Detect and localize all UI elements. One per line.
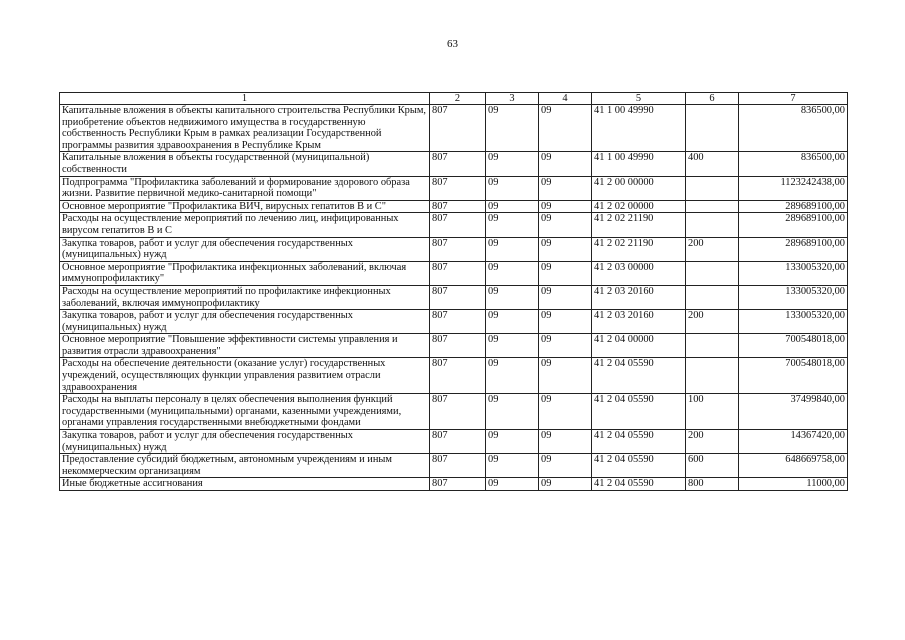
cell-section: 09 — [486, 213, 539, 237]
cell-expense-type: 200 — [686, 237, 739, 261]
cell-expense-type — [686, 358, 739, 394]
cell-target-item: 41 2 03 00000 — [592, 261, 686, 285]
cell-expense-type: 800 — [686, 478, 739, 491]
cell-name: Основное мероприятие "Повышение эффективности системы управления и развития отрасли здравоохранения" — [60, 334, 430, 358]
cell-name: Подпрограмма "Профилактика заболеваний и формирование здорового образа жизни. Развитие первичной медико-санитарной помощи" — [60, 176, 430, 200]
cell-name: Закупка товаров, работ и услуг для обеспечения государственных (муниципальных) нужд — [60, 430, 430, 454]
cell-subsection: 09 — [539, 430, 592, 454]
table-row — [60, 213, 848, 237]
cell-amount: 1123242438,00 — [739, 176, 848, 200]
cell-name: Расходы на осуществление мероприятий по профилактике инфекционных заболеваний, включая иммунопрофилактику — [60, 285, 430, 309]
cell-target-item: 41 2 03 20160 — [592, 285, 686, 309]
cell-subsection: 09 — [539, 358, 592, 394]
cell-code: 807 — [430, 358, 486, 394]
cell-section: 09 — [486, 358, 539, 394]
cell-name: Расходы на обеспечение деятельности (оказание услуг) государственных учреждений, осуществляющих функции управления развитием отрасли здравоохранения — [60, 358, 430, 394]
table-row — [60, 285, 848, 309]
cell-subsection: 09 — [539, 478, 592, 491]
table-body — [60, 105, 848, 491]
column-header: 6 — [686, 93, 739, 105]
cell-code: 807 — [430, 334, 486, 358]
cell-target-item: 41 2 04 05590 — [592, 478, 686, 491]
cell-expense-type — [686, 200, 739, 213]
cell-name: Предоставление субсидий бюджетным, автономным учреждениям и иным некоммерческим организациям — [60, 454, 430, 478]
table-row — [60, 261, 848, 285]
cell-expense-type — [686, 285, 739, 309]
cell-code: 807 — [430, 430, 486, 454]
cell-target-item: 41 2 04 05590 — [592, 394, 686, 430]
cell-expense-type — [686, 334, 739, 358]
cell-target-item: 41 2 03 20160 — [592, 310, 686, 334]
cell-name: Основное мероприятие "Профилактика ВИЧ, вирусных гепатитов В и С" — [60, 200, 430, 213]
cell-amount: 289689100,00 — [739, 237, 848, 261]
cell-name: Основное мероприятие "Профилактика инфекционных заболеваний, включая иммунопрофилактику" — [60, 261, 430, 285]
table-row — [60, 176, 848, 200]
cell-subsection: 09 — [539, 105, 592, 152]
cell-subsection: 09 — [539, 152, 592, 176]
page-number: 63 — [447, 38, 458, 50]
cell-amount: 133005320,00 — [739, 261, 848, 285]
column-header: 3 — [486, 93, 539, 105]
cell-amount: 289689100,00 — [739, 213, 848, 237]
cell-amount: 700548018,00 — [739, 334, 848, 358]
cell-code: 807 — [430, 176, 486, 200]
table-row — [60, 358, 848, 394]
cell-target-item: 41 2 04 05590 — [592, 454, 686, 478]
cell-code: 807 — [430, 105, 486, 152]
cell-subsection: 09 — [539, 237, 592, 261]
cell-code: 807 — [430, 454, 486, 478]
cell-code: 807 — [430, 200, 486, 213]
cell-section: 09 — [486, 152, 539, 176]
cell-target-item: 41 2 02 21190 — [592, 213, 686, 237]
table-row — [60, 454, 848, 478]
table-header-row — [60, 93, 848, 105]
cell-name: Капитальные вложения в объекты капитального строительства Республики Крым, приобретение объектов недвижимого имущества в государственную собственность Республики Крым в рамках реализации Государственной программы развития здравоохранения в Республике Крым — [60, 105, 430, 152]
cell-subsection: 09 — [539, 200, 592, 213]
cell-expense-type — [686, 176, 739, 200]
cell-amount: 133005320,00 — [739, 285, 848, 309]
table-row — [60, 334, 848, 358]
cell-code: 807 — [430, 310, 486, 334]
cell-subsection: 09 — [539, 310, 592, 334]
cell-target-item: 41 2 00 00000 — [592, 176, 686, 200]
cell-subsection: 09 — [539, 394, 592, 430]
cell-expense-type: 200 — [686, 430, 739, 454]
cell-section: 09 — [486, 334, 539, 358]
table-row — [60, 394, 848, 430]
cell-name: Расходы на осуществление мероприятий по лечению лиц, инфицированных вирусом гепатитов В и С — [60, 213, 430, 237]
table-row — [60, 237, 848, 261]
cell-amount: 289689100,00 — [739, 200, 848, 213]
cell-expense-type — [686, 213, 739, 237]
column-header: 2 — [430, 93, 486, 105]
cell-amount: 648669758,00 — [739, 454, 848, 478]
cell-name: Капитальные вложения в объекты государственной (муниципальной) собственности — [60, 152, 430, 176]
cell-section: 09 — [486, 261, 539, 285]
table-row — [60, 430, 848, 454]
table-row — [60, 105, 848, 152]
cell-target-item: 41 2 04 05590 — [592, 430, 686, 454]
cell-expense-type — [686, 261, 739, 285]
cell-target-item: 41 2 04 05590 — [592, 358, 686, 394]
cell-name: Закупка товаров, работ и услуг для обеспечения государственных (муниципальных) нужд — [60, 237, 430, 261]
cell-target-item: 41 2 02 00000 — [592, 200, 686, 213]
cell-expense-type: 200 — [686, 310, 739, 334]
cell-code: 807 — [430, 394, 486, 430]
cell-section: 09 — [486, 310, 539, 334]
cell-expense-type: 400 — [686, 152, 739, 176]
cell-code: 807 — [430, 285, 486, 309]
cell-section: 09 — [486, 285, 539, 309]
cell-section: 09 — [486, 200, 539, 213]
cell-subsection: 09 — [539, 285, 592, 309]
cell-amount: 133005320,00 — [739, 310, 848, 334]
cell-code: 807 — [430, 237, 486, 261]
cell-expense-type: 600 — [686, 454, 739, 478]
table-row — [60, 200, 848, 213]
budget-table — [59, 92, 848, 491]
cell-amount: 700548018,00 — [739, 358, 848, 394]
cell-amount: 11000,00 — [739, 478, 848, 491]
cell-section: 09 — [486, 105, 539, 152]
cell-name: Иные бюджетные ассигнования — [60, 478, 430, 491]
cell-target-item: 41 1 00 49990 — [592, 105, 686, 152]
column-header: 1 — [60, 93, 430, 105]
cell-section: 09 — [486, 454, 539, 478]
column-header: 4 — [539, 93, 592, 105]
cell-section: 09 — [486, 478, 539, 491]
cell-code: 807 — [430, 261, 486, 285]
cell-name: Закупка товаров, работ и услуг для обеспечения государственных (муниципальных) нужд — [60, 310, 430, 334]
cell-expense-type: 100 — [686, 394, 739, 430]
cell-expense-type — [686, 105, 739, 152]
cell-target-item: 41 1 00 49990 — [592, 152, 686, 176]
cell-code: 807 — [430, 478, 486, 491]
table-row — [60, 152, 848, 176]
cell-amount: 37499840,00 — [739, 394, 848, 430]
cell-subsection: 09 — [539, 454, 592, 478]
cell-target-item: 41 2 04 00000 — [592, 334, 686, 358]
column-header: 7 — [739, 93, 848, 105]
column-header: 5 — [592, 93, 686, 105]
cell-subsection: 09 — [539, 261, 592, 285]
cell-section: 09 — [486, 394, 539, 430]
cell-section: 09 — [486, 176, 539, 200]
cell-amount: 836500,00 — [739, 105, 848, 152]
cell-amount: 836500,00 — [739, 152, 848, 176]
cell-target-item: 41 2 02 21190 — [592, 237, 686, 261]
cell-subsection: 09 — [539, 176, 592, 200]
table-row — [60, 310, 848, 334]
cell-code: 807 — [430, 213, 486, 237]
cell-section: 09 — [486, 237, 539, 261]
table-row — [60, 478, 848, 491]
cell-amount: 14367420,00 — [739, 430, 848, 454]
cell-name: Расходы на выплаты персоналу в целях обеспечения выполнения функций государственными (муниципальными) органами, казенными учреждениями, органами управления государственными внебюджетными фондами — [60, 394, 430, 430]
cell-code: 807 — [430, 152, 486, 176]
cell-subsection: 09 — [539, 213, 592, 237]
cell-section: 09 — [486, 430, 539, 454]
cell-subsection: 09 — [539, 334, 592, 358]
